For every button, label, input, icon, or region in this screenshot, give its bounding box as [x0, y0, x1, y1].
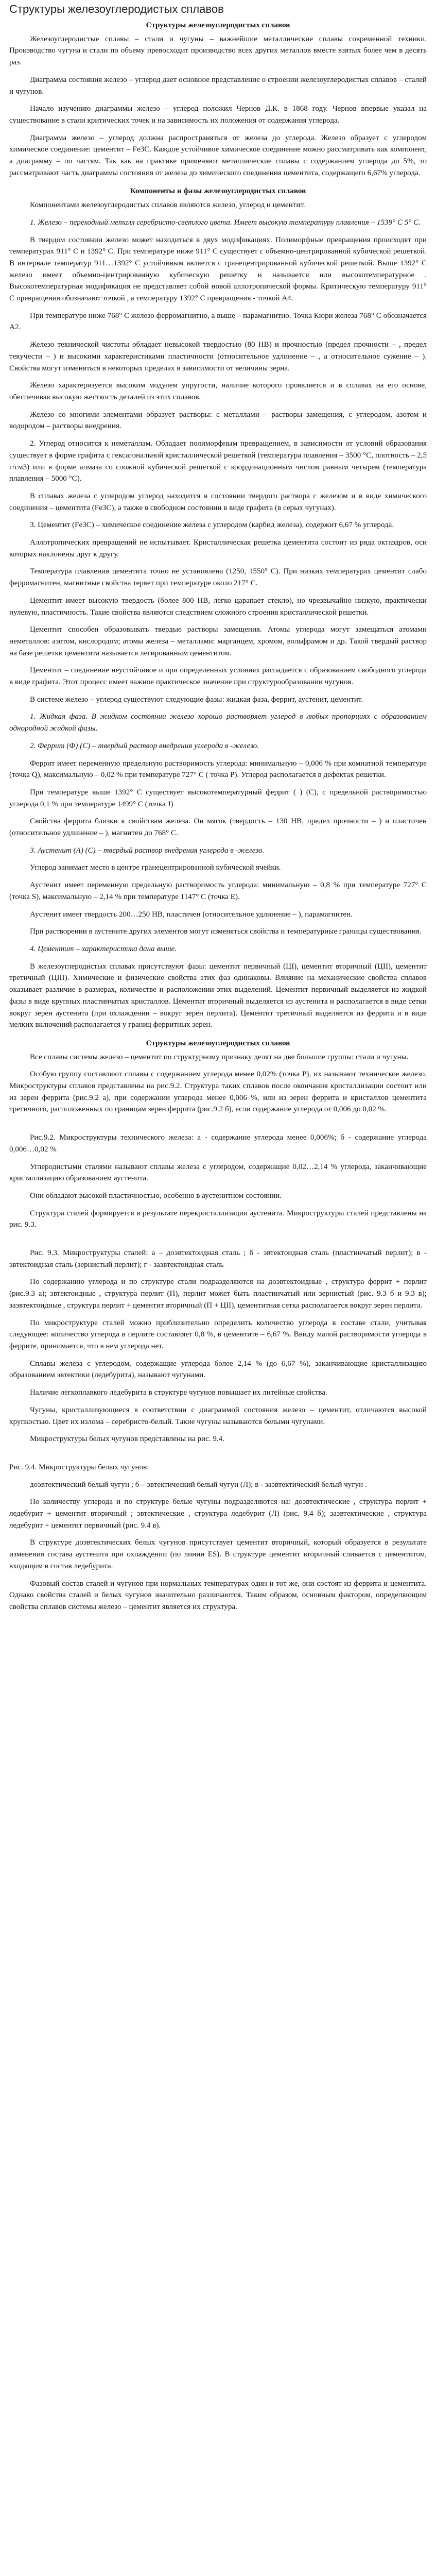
paragraph: Феррит имеет переменную предельную растворимость углерода: минимальную – 0,006 % при комнатной температуре (точка Q), максимальную – 0,02 % при температуре 727° С ( точка P). Углерод располагается в дефектах решетки. — [9, 759, 427, 779]
paragraph: Фазовый состав сталей и чугунов при нормальных температурах один и тот же, они состоят из феррита и цементита. Однако свойства сталей и белых чугунов значительно различаются. Таким образом, основным фактором, определяющим свойства сплавов системы железо – цементит является их структура. — [9, 1579, 427, 1611]
paragraph: В сплавах железа с углеродом углерод находится в состоянии твердого раствора с железом и в виде химического соединения – цементита (Fe3C), а также в свободном состоянии в виде графита (в серых чугунах). — [9, 492, 427, 512]
section-heading: Структуры железоуглеродистых сплавов — [146, 1039, 290, 1047]
paragraph: Диаграмма железо – углерод должна распространяться от железа до углерода. Железо образует с углеродом химическое соединение: цементит – Fe3C. Каждое устойчивое химическое соединение можно рассматривать как компонент, а диаграмму – по частям. Так как на практике применяют металлические сплавы с содержанием углерода до 5%, то рассматривают часть диаграммы состояния от железа до химического соединения цементита, содержащего 6,67% углерода. — [9, 133, 427, 177]
paragraph: В твердом состоянии железо может находиться в двух модификациях. Полиморфные превращения происходят при температурах 911° С и 1392° С. При температуре ниже 911° С существует с объемно-центрированной кубической решеткой. В интервале температур 911…1392° С устойчивым является с гранецентрированной кубической решеткой. Выше 1392° С железо имеет объемно-центрированную кубическую решетку и называется или высокотемпературное . Высокотемпературная модификация не представляет собой новой аллотропической формы. Критическую температуру 911° С превращения обозначают точкой , а температуру 1392° С превращения - точкой A4. — [9, 235, 427, 303]
paragraph: Цементит – соединение неустойчивое и при определенных условиях распадается с образованием свободного углерода в виде графита. Этот процесс имеет важное практическое значение при структурообразовании чугунов. — [9, 666, 427, 687]
paragraph: Цементит имеет высокую твердость (более 800 НВ, легко царапает стекло), но чрезвычайно низкую, практически нулевую, пластичность. Такие свойства являются следствием сложного строения кристаллической решетки. — [9, 596, 427, 617]
paragraph: Чугуны, кристаллизующиеся в соответствии с диаграммой состояния железо – цементит, отличаются высокой хрупкостью. Цвет их излома – серебристо-белый. Такие чугуны называются белыми чугунами. — [9, 1405, 427, 1426]
section-heading: Компоненты и фазы железоуглеродистых сплавов — [130, 187, 306, 196]
paragraph: Аустенит имеет твердость 200…250 НВ, пластичен (относительное удлинение – ), парамагнитен. — [30, 910, 353, 919]
paragraph: Наличие легкоплавкого ледебурита в структуре чугунов повышает их литейные свойства. — [30, 1388, 327, 1397]
paragraph: 2. Углерод относится к неметаллам. Обладает полиморфным превращением, в зависимости от условий образования существует в форме графита с гексагональной кристаллической решеткой (температура плавления – 3500 °С, плотность – 2,5 г/см3) или в форме алмаза со сложной кубической решеткой с координационным числом равным четырем (температура плавления – 5000 °С). — [9, 439, 427, 483]
paragraph: При растворении в аустените других элементов могут изменяться свойства и температурные границы существования. — [30, 927, 422, 936]
figure-caption: Рис. 9.4. Микроструктуры белых чугунов: — [9, 1463, 149, 1471]
paragraph: Железо характеризуется высоким модулем упругости, наличие которого проявляется и в сплавах на его основе, обеспечивая высокую жесткость деталей из этих сплавов. — [9, 381, 427, 401]
paragraph: По микроструктуре сталей можно приблизительно определить количество углерода в составе стали, учитывая следующее: количество углерода в перлите составляет 0,8 %, в цементите – 6,67 %. Ввиду малой растворимости углерода в феррите, принимается, что в нем углерода нет. — [9, 1318, 427, 1350]
paragraph: По количеству углерода и по структуре белые чугуны подразделяются на: доэвтектические , структура перлит + ледебурит + цементит вторичный ; эвтектические , структура ледебурит (Л) (рис. 9.4 б); заэвтектические , структура ледебурит + цементит первичный (рис. 9.4 в). — [9, 1498, 427, 1530]
page-title: Структуры железоуглеродистых сплавов — [9, 3, 224, 15]
paragraph: При температуре ниже 768° С железо ферромагнитно, а выше – парамагнитно. Точка Кюри железа 768° С обозначается А2. — [9, 311, 427, 332]
paragraph: Железо технической чистоты обладает невысокой твердостью (80 НВ) и прочностью (предел прочности – , предел текучести – ) и высокими характеристиками пластичности (относительное удлинение – , а относительное сужение – ). Свойства могут изменяться в некоторых пределах в зависимости от величины зерна. — [9, 341, 427, 372]
paragraph: Температура плавления цементита точно не установлена (1250, 1550° С). При низких температурах цементит слабо ферромагнитен, магнитные свойства теряет при температуре около 217° С. — [9, 567, 427, 588]
figure-caption: Рис.9.2. Микроструктуры технического железа: а - содержание углерода менее 0,006%; б - содержание углерода 0,006…0,02 % — [9, 1133, 427, 1154]
paragraph: Аустенит имеет переменную предельную растворимость углерода: минимальную – 0,8 % при температуре 727° С (точка S), максимальную – 2,14 % при температуре 1147° С (точка Е). — [9, 881, 427, 901]
paragraph: Они обладают высокой пластичностью, особенно в аустенитном состоянии. — [30, 1191, 282, 1200]
paragraph: Железо со многими элементами образует растворы: с металлами – растворы замещения, с углеродом, азотом и водородом – растворы внедрения. — [9, 410, 427, 431]
section-heading: Структуры железоуглеродистых сплавов — [146, 21, 290, 29]
paragraph: Микроструктуры белых чугунов представлены на рис. 9.4. — [30, 1435, 224, 1444]
paragraph: Углеродистыми сталями называют сплавы железа с углеродом, содержащие 0,02…2,14 % углерода, заканчивающие кристаллизацию образованием аустенита. — [9, 1162, 427, 1183]
paragraph: Диаграмма состояния железо – углерод дает основное представление о строении железоуглеродистых сплавов – сталей и чугунов. — [9, 75, 427, 96]
paragraph: Железоуглеродистые сплавы – стали и чугуны – важнейшие металлические сплавы современной техники. Производство чугуна и стали по объему превосходит производство всех других металлов вместе взятых более чем в десять раз. — [9, 35, 427, 67]
paragraph: Компонентами железоуглеродистых сплавов являются железо, углерод и цементит. — [30, 201, 305, 210]
paragraph: В железоуглеродистых сплавах присутствуют фазы: цементит первичный (ЦI), цементит вторичный (ЦII), цементит третичный (ЦIII). Химические и физические свойства этих фаз одинаковы. Влияние на механические свойства сплавов оказывает различие в размерах, количестве и расположении этих выделений. Цементит первичный выделяется из жидкой фазы в виде крупных пластинчатых кристаллов. Цементит вторичный выделяется из аустенита и располагается в виде сетки вокруг зерен аустенита (при охлаждении – вокруг зерен перлита). Цементит третичный выделяется из феррита и в виде мелких включений располагается у границ ферритных зерен. — [9, 962, 427, 1029]
paragraph: Сплавы железа с углеродом, содержащие углерода более 2,14 % (до 6,67 %), заканчивающие кристаллизацию образованием эвтектики (ледебурита), называют чугунами. — [9, 1359, 427, 1380]
paragraph: 2. Феррит (Ф) (С) – твердый раствор внедрения углерода в -железо. — [30, 741, 259, 750]
paragraph: 4. Цементит – характеристика дана выше. — [30, 945, 177, 953]
paragraph: Особую группу составляют сплавы с содержанием углерода менее 0,02% (точка Р), их называют техническое железо. Микроструктуры сплавов представлены на рис.9.2. Структура таких сплавов после окончания кристаллизации состоит или из зерен феррита (рис.9.2 а), при содержании углерода менее 0,006 %, или из зерен феррита и кристаллов цементита третичного, расположенных по границам зерен феррита (рис.9.2 б), если содержание углерода от 0,006 до 0,02 %. — [9, 1070, 427, 1114]
paragraph: Цементит способен образовывать твердые растворы замещения. Атомы углерода могут замещаться атомами неметаллов: азотом, кислородом; атомы железа – металлами: марганцем, хромом, вольфрамом и др. Такой твердый раствор на базе решетки цементита называется легированным цементитом. — [9, 625, 427, 657]
paragraph: 3. Аустенит (А) (С) – твердый раствор внедрения углерода в -железо. — [30, 846, 265, 855]
paragraph: В системе железо – углерод существуют следующие фазы: жидкая фаза, феррит, аустенит, цементит. — [30, 695, 363, 704]
paragraph: Структура сталей формируется в результате перекристаллизации аустенита. Микроструктуры сталей представлены на рис. 9.3. — [9, 1209, 427, 1229]
paragraph: доэвтектический белый чугун ; б – эвтектический белый чугун (Л); в - заэвтектический белый чугун . — [30, 1480, 367, 1489]
paragraph: 3. Цементит (Fe3C) – химическое соединение железа с углеродом (карбид железа), содержит 6,67 % углерода. — [30, 521, 394, 530]
paragraph: В структуре доэвтектических белых чугунов присутствует цементит вторичный, который образуется в результате изменения состава аустенита при охлаждении (по линии ES). В структуре цементит вторичный сливается с цементитом, входящим в состав ледебурита. — [9, 1538, 427, 1570]
paragraph: Свойства феррита близки к свойствам железа. Он мягок (твердость – 130 НВ, предел прочности – ) и пластичен (относительное удлинение – ), магнитен до 768° С. — [9, 817, 427, 838]
paragraph: При температуре выше 1392° С существует высокотемпературный феррит ( ) (С), с предельной растворимостью углерода 0,1 % при температуре 1499° С (точка J) — [9, 788, 427, 808]
paragraph: Все сплавы системы железо – цементит по структурному признаку делят на две большие группы: стали и чугуны. — [30, 1053, 409, 1061]
paragraph: Аллотропических превращений не испытывает. Кристаллическая решетка цементита состоит из ряда октаэдров, оси которых наклонены друг к другу. — [9, 538, 427, 558]
paragraph: По содержанию углерода и по структуре стали подразделяются на доэвтектоидные , структура феррит + перлит (рис.9.3 а); эвтектоидные , структура перлит (П), перлит может быть пластинчатый или зернистый (рис. 9.3 б и 9.3 в); заэвтектоидные , структура перлит + цементит вторичный (П + ЦII), цементитная сетка располагается вокруг зерен перлита. — [9, 1278, 427, 1310]
paragraph: 1. Жидкая фаза. В жидком состоянии железо хорошо растворяет углерод в любых пропорциях с образованием однородной жидкой фазы. — [9, 713, 427, 733]
paragraph: 1. Железо – переходный металл серебристо-светлого цвета. Имеет высокую температуру плавления – 1539° С 5° С. — [30, 218, 421, 227]
figure-caption: Рис. 9.3. Микроструктуры сталей: а – доэвтектоидная сталь ; б - эвтектоидная сталь (пластинчатый перлит); в - эвтектоидная сталь (зернистый перлит); г - заэвтектоидная сталь — [9, 1249, 427, 1269]
paragraph: Начало изучению диаграммы железо – углерод положил Чернов Д.К. в 1868 году. Чернов впервые указал на существование в стали критических точек и на зависимость их положения от содержания углерода. — [9, 105, 427, 125]
paragraph: Углерод занимает место в центре гранецентрированной кубической ячейки. — [30, 863, 281, 872]
